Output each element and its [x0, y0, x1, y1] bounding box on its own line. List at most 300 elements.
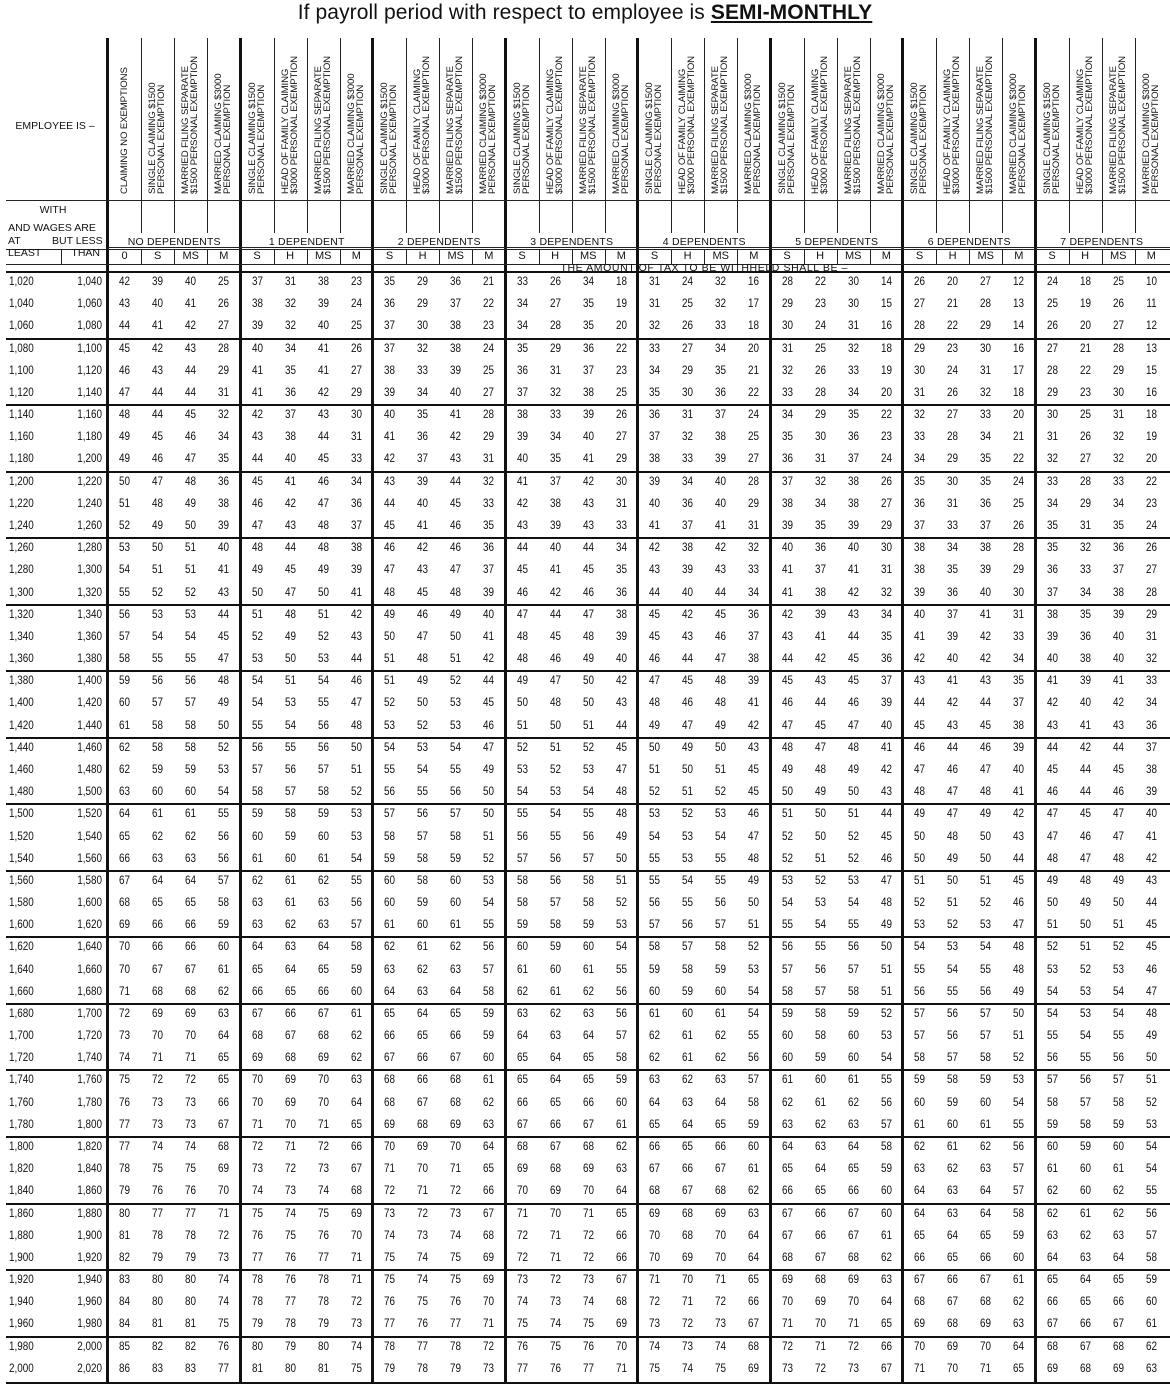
- tax-cell: 32: [715, 276, 727, 288]
- tax-cell: 47: [814, 741, 826, 754]
- tax-cell: 22: [1013, 453, 1025, 466]
- tax-cell: 75: [582, 1318, 594, 1331]
- tax-cell: 67: [1112, 1318, 1124, 1331]
- tax-cell: 42: [450, 431, 462, 444]
- tax-cell: 63: [185, 852, 197, 865]
- tax-cell: 41: [748, 697, 760, 710]
- tax-cell: 72: [119, 1007, 131, 1020]
- tax-cell: 58: [649, 941, 661, 954]
- tax-cell: 32: [483, 475, 495, 488]
- tax-cell: 64: [682, 1118, 694, 1131]
- tax-cell: 64: [284, 963, 296, 976]
- tax-cell: 69: [483, 1251, 495, 1264]
- tax-cell: 53: [185, 608, 197, 621]
- tax-cell: 58: [185, 741, 197, 754]
- tax-cell: 65: [980, 1229, 992, 1242]
- tax-cell: 28: [814, 386, 826, 399]
- tax-cell: 32: [417, 342, 429, 355]
- tax-cell: 58: [185, 719, 197, 732]
- column-heading: MARRIED CLAIMING $3000 PERSONAL EXEMPTION: [213, 73, 234, 194]
- tax-cell: 62: [119, 763, 131, 776]
- tax-cell: 71: [284, 1141, 296, 1154]
- tax-cell: 36: [284, 386, 296, 399]
- tax-cell: 47: [980, 763, 992, 776]
- and-wages-are-label: AND WAGES ARE: [8, 222, 96, 234]
- tax-cell: 42: [284, 497, 296, 510]
- wage-less-than: 1,900: [77, 1229, 102, 1242]
- tax-cell: 54: [814, 919, 826, 932]
- tax-cell: 62: [947, 1163, 959, 1176]
- tax-cell: 45: [615, 741, 627, 754]
- tax-cell: 31: [350, 431, 362, 444]
- tax-cell: 60: [384, 897, 396, 910]
- tax-cell: 70: [251, 1096, 263, 1109]
- tax-cell: 48: [152, 497, 164, 510]
- wage-at-least: 1,540: [9, 852, 34, 865]
- tax-cell: 35: [384, 276, 396, 288]
- tax-cell: 31: [814, 453, 826, 466]
- tax-cell: 40: [284, 453, 296, 466]
- tax-cell: 59: [284, 830, 296, 843]
- tax-cell: 43: [417, 564, 429, 577]
- tax-cell: 62: [218, 985, 230, 998]
- tax-cell: 77: [516, 1362, 528, 1375]
- column-heading: SINGLE CLAIMING $1500 PERSONAL EXEMPTION: [909, 82, 930, 194]
- tax-cell: 49: [152, 519, 164, 532]
- tax-cell: 71: [914, 1362, 926, 1375]
- tax-cell: 63: [914, 1163, 926, 1176]
- tax-cell: 60: [649, 985, 661, 998]
- wage-at-least: 1,640: [9, 963, 34, 976]
- tax-cell: 67: [284, 1030, 296, 1043]
- tax-cell: 67: [682, 1185, 694, 1198]
- tax-cell: 62: [1046, 1185, 1058, 1198]
- tax-cell: 47: [284, 586, 296, 599]
- tax-cell: 45: [748, 763, 760, 776]
- tax-cell: 70: [251, 1074, 263, 1087]
- tax-cell: 70: [516, 1185, 528, 1198]
- tax-cell: 81: [251, 1362, 263, 1375]
- tax-cell: 60: [152, 786, 164, 799]
- rule-horizontal: [6, 670, 1170, 672]
- tax-cell: 56: [284, 763, 296, 776]
- employee-is-label: EMPLOYEE IS –: [15, 120, 95, 132]
- tax-cell: 34: [980, 431, 992, 444]
- tax-cell: 53: [317, 653, 329, 666]
- tax-cell: 54: [649, 830, 661, 843]
- wage-at-least: 1,260: [9, 542, 34, 555]
- tax-cell: 55: [350, 874, 362, 887]
- tax-cell: 74: [218, 1274, 230, 1287]
- tax-cell: 56: [582, 830, 594, 843]
- tax-cell: 31: [980, 364, 992, 377]
- tax-cell: 73: [384, 1207, 396, 1220]
- tax-cell: 57: [582, 852, 594, 865]
- column-code: M: [351, 250, 361, 262]
- tax-cell: 70: [947, 1362, 959, 1375]
- tax-cell: 55: [914, 963, 926, 976]
- tax-cell: 39: [549, 519, 561, 532]
- tax-cell: 42: [119, 276, 131, 288]
- tax-cell: 67: [549, 1141, 561, 1154]
- tax-cell: 52: [914, 897, 926, 910]
- tax-cell: 69: [781, 1274, 793, 1287]
- wage-less-than: 1,100: [77, 342, 102, 355]
- tax-cell: 28: [1046, 364, 1058, 377]
- tax-cell: 36: [1046, 564, 1058, 577]
- tax-cell: 68: [251, 1030, 263, 1043]
- tax-cell: 17: [1013, 364, 1025, 377]
- tax-cell: 41: [914, 630, 926, 643]
- tax-cell: 52: [682, 808, 694, 821]
- tax-cell: 34: [947, 542, 959, 555]
- tax-cell: 37: [947, 608, 959, 621]
- tax-cell: 50: [483, 786, 495, 799]
- tax-cell: 33: [1145, 675, 1157, 688]
- tax-cell: 47: [450, 564, 462, 577]
- tax-cell: 77: [185, 1207, 197, 1220]
- tax-cell: 57: [980, 1007, 992, 1020]
- tax-cell: 78: [417, 1362, 429, 1375]
- tax-cell: 47: [880, 874, 892, 887]
- tax-cell: 32: [1112, 453, 1124, 466]
- tax-cell: 76: [185, 1185, 197, 1198]
- tax-cell: 36: [483, 542, 495, 555]
- tax-cell: 46: [384, 542, 396, 555]
- tax-cell: 72: [516, 1251, 528, 1264]
- tax-cell: 46: [1079, 830, 1091, 843]
- tax-cell: 22: [814, 276, 826, 288]
- tax-cell: 37: [880, 675, 892, 688]
- tax-cell: 38: [384, 364, 396, 377]
- tax-cell: 38: [914, 542, 926, 555]
- tax-cell: 59: [549, 941, 561, 954]
- tax-cell: 58: [119, 653, 131, 666]
- tax-cell: 69: [152, 1007, 164, 1020]
- column-heading: MARRIED FILING SEPARATE $1500 PERSONAL EXEMPTION: [312, 55, 333, 194]
- tax-cell: 42: [682, 608, 694, 621]
- tax-cell: 55: [847, 919, 859, 932]
- tax-cell: 49: [251, 564, 263, 577]
- tax-cell: 68: [947, 1318, 959, 1331]
- tax-cell: 37: [1013, 697, 1025, 710]
- tax-cell: 73: [251, 1163, 263, 1176]
- wage-less-than: 1,600: [77, 897, 102, 910]
- tax-cell: 44: [715, 586, 727, 599]
- tax-cell: 58: [914, 1052, 926, 1065]
- tax-cell: 66: [152, 941, 164, 954]
- tax-cell: 34: [615, 542, 627, 555]
- tax-cell: 28: [781, 276, 793, 288]
- tax-cell: 64: [1112, 1251, 1124, 1264]
- tax-cell: 33: [1046, 475, 1058, 488]
- tax-cell: 73: [483, 1362, 495, 1375]
- tax-cell: 74: [185, 1141, 197, 1154]
- tax-cell: 73: [284, 1185, 296, 1198]
- tax-cell: 76: [218, 1340, 230, 1353]
- tax-cell: 66: [185, 941, 197, 954]
- tax-cell: 70: [350, 1229, 362, 1242]
- tax-cell: 48: [1079, 874, 1091, 887]
- tax-cell: 73: [185, 1118, 197, 1131]
- tax-cell: 53: [880, 1030, 892, 1043]
- tax-cell: 23: [1145, 497, 1157, 510]
- tax-cell: 71: [417, 1185, 429, 1198]
- group-label: 6 DEPENDENTS: [927, 236, 1011, 248]
- tax-cell: 54: [119, 564, 131, 577]
- tax-cell: 23: [1079, 386, 1091, 399]
- tax-cell: 46: [781, 697, 793, 710]
- tax-cell: 46: [914, 741, 926, 754]
- wage-less-than: 1,960: [77, 1296, 102, 1309]
- tax-cell: 47: [1112, 830, 1124, 843]
- tax-cell: 64: [914, 1185, 926, 1198]
- tax-cell: 45: [781, 675, 793, 688]
- tax-cell: 26: [549, 276, 561, 288]
- tax-cell: 62: [1112, 1207, 1124, 1220]
- tax-cell: 39: [516, 431, 528, 444]
- tax-cell: 35: [218, 453, 230, 466]
- tax-cell: 52: [218, 741, 230, 754]
- tax-cell: 43: [1046, 719, 1058, 732]
- wage-less-than: 1,300: [77, 564, 102, 577]
- tax-cell: 65: [185, 897, 197, 910]
- tax-cell: 50: [582, 675, 594, 688]
- tax-cell: 38: [450, 342, 462, 355]
- tax-cell: 66: [615, 1229, 627, 1242]
- tax-cell: 59: [1145, 1274, 1157, 1287]
- tax-cell: 48: [615, 808, 627, 821]
- column-heading: SINGLE CLAIMING $1500 PERSONAL EXEMPTION: [644, 82, 665, 194]
- tax-cell: 40: [1112, 653, 1124, 666]
- tax-cell: 58: [814, 1030, 826, 1043]
- tax-cell: 63: [384, 963, 396, 976]
- tax-cell: 45: [980, 719, 992, 732]
- tax-cell: 57: [814, 985, 826, 998]
- tax-cell: 36: [847, 431, 859, 444]
- tax-cell: 26: [1079, 431, 1091, 444]
- tax-cell: 29: [1145, 608, 1157, 621]
- tax-cell: 49: [814, 786, 826, 799]
- tax-cell: 46: [947, 763, 959, 776]
- tax-cell: 30: [914, 364, 926, 377]
- tax-cell: 37: [914, 519, 926, 532]
- tax-cell: 55: [483, 919, 495, 932]
- tax-cell: 63: [847, 1118, 859, 1131]
- tax-cell: 57: [1079, 1096, 1091, 1109]
- tax-cell: 74: [549, 1318, 561, 1331]
- tax-cell: 80: [284, 1362, 296, 1375]
- tax-cell: 51: [649, 763, 661, 776]
- tax-cell: 52: [947, 919, 959, 932]
- tax-cell: 59: [450, 852, 462, 865]
- tax-cell: 49: [1013, 985, 1025, 998]
- column-heading: MARRIED CLAIMING $3000 PERSONAL EXEMPTION: [345, 73, 367, 194]
- column-code: S: [385, 250, 394, 262]
- tax-cell: 64: [914, 1207, 926, 1220]
- tax-cell: 62: [516, 985, 528, 998]
- tax-cell: 58: [483, 985, 495, 998]
- tax-cell: 78: [152, 1229, 164, 1242]
- tax-cell: 32: [1046, 453, 1058, 466]
- wage-at-least: 1,720: [9, 1052, 34, 1065]
- tax-cell: 67: [781, 1229, 793, 1242]
- tax-cell: 60: [847, 1052, 859, 1065]
- tax-cell: 48: [649, 697, 661, 710]
- tax-cell: 28: [748, 475, 760, 488]
- tax-cell: 50: [980, 830, 992, 843]
- tax-cell: 73: [516, 1274, 528, 1287]
- tax-cell: 44: [649, 586, 661, 599]
- tax-cell: 32: [284, 298, 296, 311]
- wage-less-than: 1,320: [77, 586, 102, 599]
- tax-cell: 40: [549, 542, 561, 555]
- tax-cell: 51: [185, 542, 197, 555]
- tax-cell: 45: [1145, 919, 1157, 932]
- tax-cell: 43: [119, 298, 131, 311]
- column-code: H: [683, 250, 692, 262]
- tax-cell: 58: [980, 1052, 992, 1065]
- tax-cell: 76: [284, 1251, 296, 1264]
- tax-cell: 67: [980, 1274, 992, 1287]
- tax-cell: 74: [450, 1229, 462, 1242]
- rule-vertical: [969, 38, 970, 233]
- tax-cell: 18: [748, 320, 760, 333]
- tax-cell: 75: [119, 1074, 131, 1087]
- tax-cell: 39: [748, 675, 760, 688]
- wage-less-than: 1,200: [77, 453, 102, 466]
- tax-cell: 63: [317, 919, 329, 932]
- tax-cell: 60: [251, 830, 263, 843]
- tax-cell: 66: [549, 1118, 561, 1131]
- column-code: M: [749, 250, 759, 262]
- wage-less-than: 1,780: [77, 1096, 102, 1109]
- tax-cell: 49: [417, 675, 429, 688]
- tax-cell: 60: [218, 941, 230, 954]
- tax-cell: 47: [549, 675, 561, 688]
- tax-cell: 41: [185, 298, 197, 311]
- tax-cell: 57: [914, 1007, 926, 1020]
- tax-cell: 66: [350, 1141, 362, 1154]
- tax-cell: 46: [1013, 897, 1025, 910]
- tax-cell: 71: [549, 1251, 561, 1264]
- tax-cell: 45: [251, 475, 263, 488]
- tax-cell: 51: [185, 564, 197, 577]
- tax-cell: 43: [715, 564, 727, 577]
- tax-cell: 64: [516, 1030, 528, 1043]
- tax-cell: 51: [682, 786, 694, 799]
- wage-at-least: 1,220: [9, 497, 34, 510]
- tax-cell: 72: [417, 1207, 429, 1220]
- tax-cell: 56: [980, 985, 992, 998]
- tax-cell: 65: [483, 1163, 495, 1176]
- rule-vertical: [572, 38, 573, 233]
- wage-less-than: 1,720: [77, 1030, 102, 1043]
- tax-cell: 63: [218, 1007, 230, 1020]
- tax-cell: 72: [682, 1318, 694, 1331]
- tax-cell: 29: [417, 276, 429, 288]
- column-heading: MARRIED CLAIMING $3000 PERSONAL EXEMPTION: [1140, 73, 1162, 194]
- tax-cell: 37: [781, 475, 793, 488]
- tax-cell: 36: [748, 608, 760, 621]
- wage-at-least: 1,880: [9, 1229, 34, 1242]
- tax-cell: 32: [549, 386, 561, 399]
- tax-cell: 41: [350, 586, 362, 599]
- tax-cell: 44: [914, 697, 926, 710]
- tax-cell: 41: [814, 630, 826, 643]
- tax-cell: 66: [516, 1096, 528, 1109]
- tax-cell: 45: [284, 564, 296, 577]
- tax-cell: 51: [350, 763, 362, 776]
- tax-cell: 34: [218, 431, 230, 444]
- tax-cell: 69: [284, 1074, 296, 1087]
- wage-less-than: 1,800: [77, 1118, 102, 1131]
- tax-cell: 54: [781, 897, 793, 910]
- rule-horizontal: [6, 1336, 1170, 1338]
- tax-cell: 64: [814, 1163, 826, 1176]
- tax-cell: 69: [384, 1118, 396, 1131]
- wage-less-than: 1,880: [77, 1207, 102, 1220]
- tax-cell: 47: [682, 719, 694, 732]
- tax-cell: 46: [649, 653, 661, 666]
- tax-cell: 40: [1145, 808, 1157, 821]
- tax-cell: 45: [814, 719, 826, 732]
- tax-cell: 42: [185, 320, 197, 333]
- tax-cell: 68: [284, 1052, 296, 1065]
- tax-cell: 43: [947, 719, 959, 732]
- tax-cell: 57: [119, 630, 131, 643]
- tax-cell: 62: [715, 1052, 727, 1065]
- wage-less-than: 1,180: [77, 431, 102, 444]
- column-heading: CLAIMING NO EXEMPTIONS: [119, 67, 131, 194]
- tax-cell: 65: [649, 1118, 661, 1131]
- tax-cell: 12: [1145, 320, 1157, 333]
- column-code: M: [616, 250, 626, 262]
- tax-cell: 30: [417, 320, 429, 333]
- tax-cell: 82: [119, 1251, 131, 1264]
- tax-cell: 30: [847, 276, 859, 288]
- tax-cell: 49: [748, 874, 760, 887]
- tax-cell: 35: [715, 364, 727, 377]
- tax-cell: 44: [384, 497, 396, 510]
- tax-cell: 73: [417, 1229, 429, 1242]
- tax-cell: 70: [317, 1074, 329, 1087]
- rule-horizontal: [6, 737, 1170, 739]
- tax-cell: 54: [185, 630, 197, 643]
- tax-cell: 67: [715, 1163, 727, 1176]
- tax-cell: 74: [284, 1207, 296, 1220]
- tax-cell: 59: [582, 919, 594, 932]
- tax-cell: 54: [1145, 1141, 1157, 1154]
- tax-cell: 71: [649, 1274, 661, 1287]
- tax-cell: 70: [284, 1118, 296, 1131]
- wage-at-least: 1,920: [9, 1274, 34, 1287]
- wage-less-than: 1,360: [77, 630, 102, 643]
- tax-cell: 65: [516, 1074, 528, 1087]
- tax-cell: 56: [185, 675, 197, 688]
- tax-cell: 63: [814, 1141, 826, 1154]
- tax-cell: 34: [1013, 653, 1025, 666]
- tax-cell: 37: [715, 409, 727, 422]
- tax-cell: 40: [715, 475, 727, 488]
- tax-cell: 59: [914, 1074, 926, 1087]
- tax-cell: 31: [947, 497, 959, 510]
- group-label: 1 DEPENDENT: [268, 236, 345, 248]
- tax-cell: 32: [649, 320, 661, 333]
- tax-cell: 80: [152, 1296, 164, 1309]
- tax-cell: 43: [582, 497, 594, 510]
- tax-cell: 40: [317, 320, 329, 333]
